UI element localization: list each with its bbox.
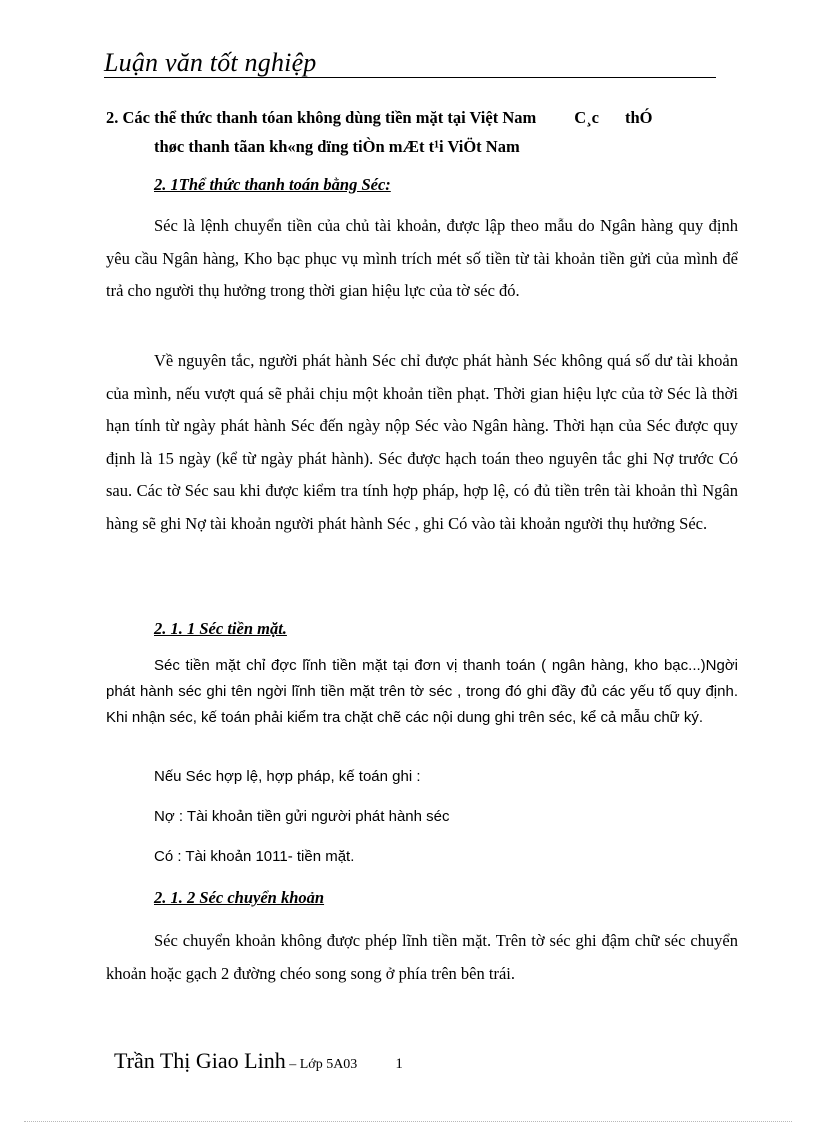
- page-footer: [114, 1048, 403, 1074]
- accounting-credit-line: Có : Tài khoản 1011- tiền mặt.: [154, 848, 355, 865]
- footer-page-number: 1: [395, 1056, 403, 1072]
- subsection-heading-2-1-2: 2. 1. 2 Séc chuyển khoản: [154, 888, 325, 907]
- section-heading: [106, 103, 746, 161]
- subsection-heading-2-1: 2. 1Thể thức thanh toán bằng Séc:: [154, 175, 391, 194]
- section-heading-garbled-line2: thøc thanh tãan kh«ng dïng tiÒn mÆt t¹i ViÖt Nam: [154, 137, 520, 156]
- section-heading-garbled-a: C¸c: [574, 108, 599, 127]
- footer-author: Trần Thị Giao Linh: [114, 1048, 286, 1073]
- page-bottom-dotted-rule: [24, 1121, 792, 1122]
- document-header-title: Luận văn tốt nghiệp: [104, 48, 317, 77]
- paragraph-cheque-principles: Về nguyên tắc, người phát hành Séc chỉ được phát hành Séc không quá số dư tài khoản của mình, nếu vượt quá sẽ phải chịu một khoản tiền phạt. Thời gian hiệu lực của tờ Séc là thời hạn tính từ ngày phát hành Séc đến ngày nộp Séc vào Ngân hàng. Thời hạn của Séc được quy định là 15 ngày (kể từ ngày phát hành). Séc được hạch toán theo nguyên tắc ghi Nợ trước Có sau. Các tờ Séc sau khi được kiểm tra tính hợp pháp, hợp lệ, có đủ tiền trên tài khoản thì Ngân hàng sẽ ghi Nợ tài khoản người phát hành Séc , ghi Có vào tài khoản người thụ hưởng Séc.: [106, 351, 738, 533]
- paragraph-cash-cheque: Séc tiền mặt chỉ đợc lĩnh tiền mặt tại đơn vị thanh toán ( ngân hàng, kho bạc...)Ngời phát hành séc ghi tên ngời lĩnh tiền mặt trên tờ séc , trong đó ghi đầy đủ các yếu tố quy định. Khi nhận séc, kế toán phải kiểm tra chặt chẽ các nội dung ghi trên séc, kể cả mẫu chữ ký.: [106, 657, 738, 726]
- paragraph-cheque-definition: Séc là lệnh chuyển tiền của chủ tài khoản, được lập theo mẫu do Ngân hàng quy định yêu cầu Ngân hàng, Kho bạc phục vụ mình trích mét số tiền từ tài khoản tiền gửi của mình để trả cho người thụ hưởng trong thời gian hiệu lực của tờ séc đó.: [106, 216, 738, 300]
- section-heading-garbled-b: thÓ: [624, 108, 653, 127]
- header-rule: [104, 77, 716, 78]
- paragraph-transfer-cheque: Séc chuyển khoản không được phép lĩnh tiền mặt. Trên tờ séc ghi đậm chữ séc chuyển khoản hoặc gạch 2 đường chéo song song ở phía trên bên trái.: [106, 931, 738, 983]
- section-heading-text: 2. Các thể thức thanh tóan không dùng tiền mặt tại Việt Nam: [106, 108, 537, 127]
- subsection-heading-2-1-1: 2. 1. 1 Séc tiền mặt.: [154, 619, 287, 638]
- accounting-debit-line: Nợ : Tài khoản tiền gửi người phát hành séc: [154, 808, 450, 825]
- accounting-condition-line: Nếu Séc hợp lệ, hợp pháp, kế toán ghi :: [154, 768, 421, 785]
- footer-class: – Lớp 5A03: [285, 1057, 358, 1072]
